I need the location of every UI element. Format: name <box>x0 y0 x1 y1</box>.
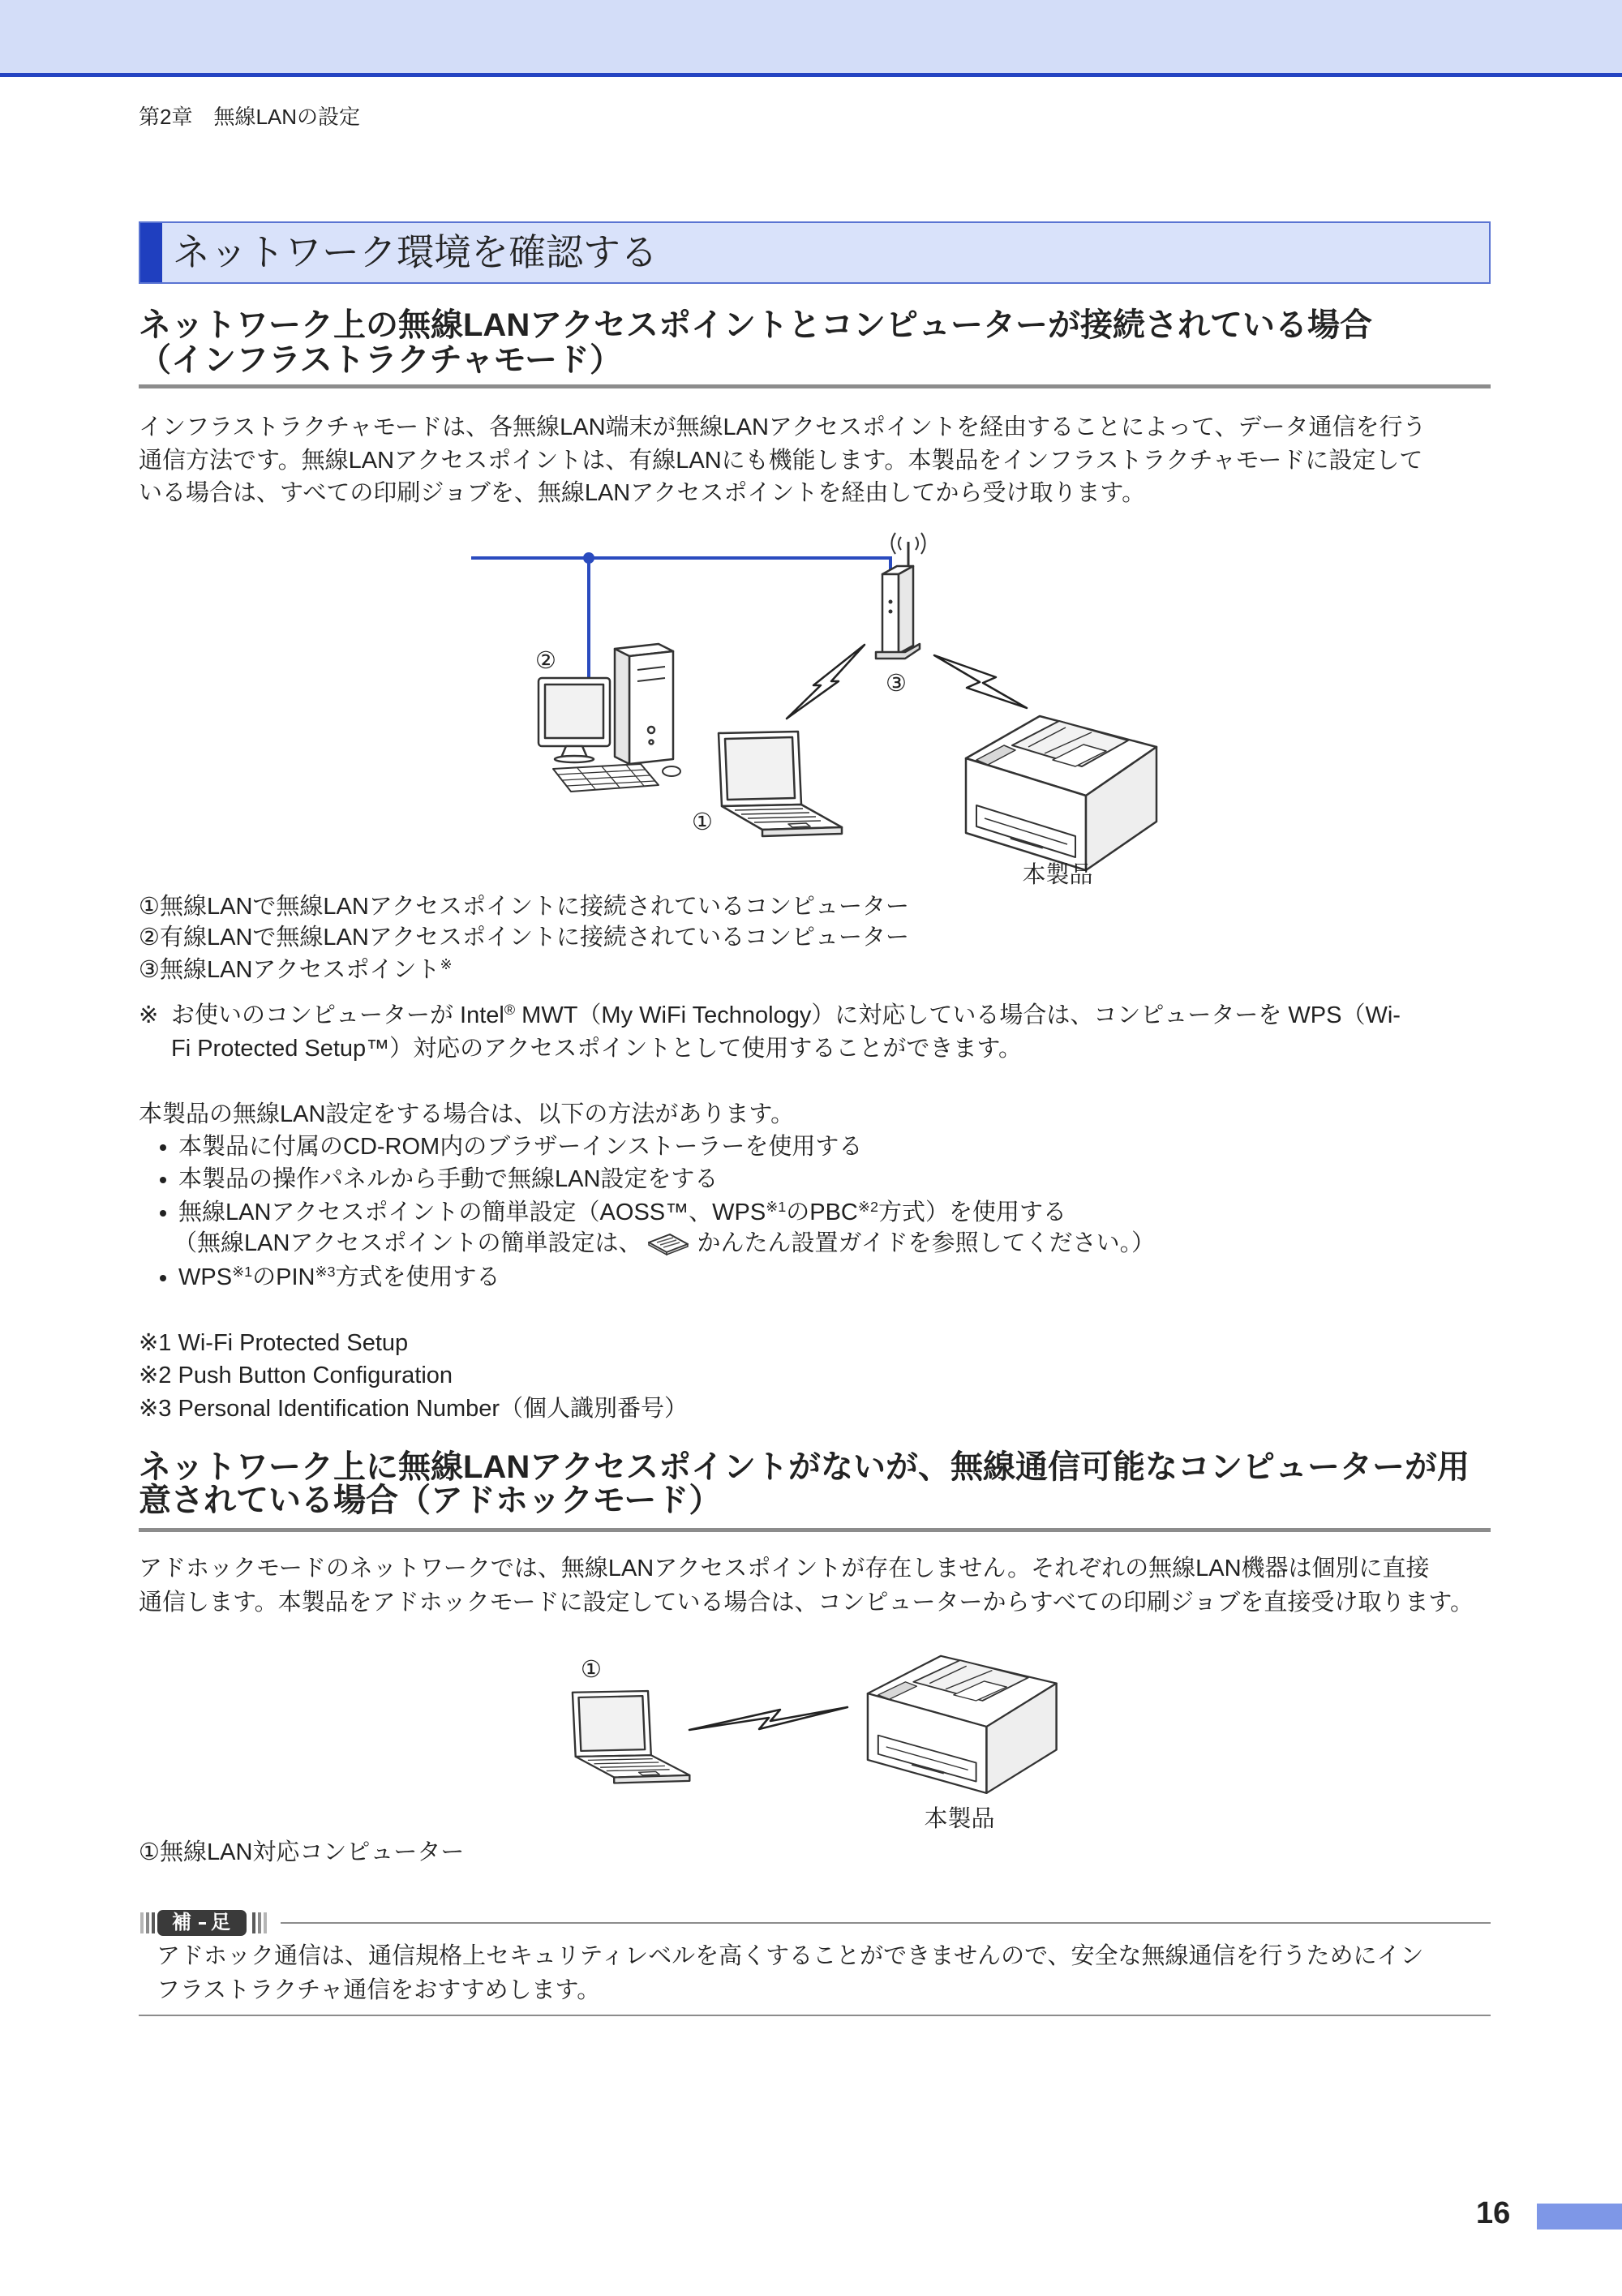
guide-book-icon <box>646 1231 691 1263</box>
tower-indicator <box>650 740 654 745</box>
supplement-icon-dash <box>199 1922 206 1925</box>
footnote: ※2 Push Button Configuration <box>139 1363 453 1388</box>
supplement-icon-bar <box>140 1912 144 1933</box>
infra-paragraph-line: インフラストラクチャモードは、各無線LAN端末が無線LANアクセスポイントを経由することによって、データ通信を行う <box>139 414 1427 440</box>
infra-paragraph-line: 通信方法です。無線LANアクセスポイントは、有線LANにも機能します。本製品をインフラストラクチャモードに設定して <box>139 448 1423 474</box>
section-title-accent-bar <box>140 223 162 282</box>
supplement-icon-bar <box>146 1912 149 1933</box>
intel-note-text: お使いのコンピューターが Intel <box>171 1002 504 1028</box>
registered-mark: ® <box>504 1002 516 1019</box>
method-item-note <box>174 1230 1155 1263</box>
page-tab-marker <box>1537 2204 1622 2229</box>
access-point-front <box>882 574 899 654</box>
infra-heading-line-1: ネットワーク上の無線LANアクセスポイントとコンピューターが接続されている場合 <box>139 307 1373 343</box>
supplement-icon <box>157 1910 247 1936</box>
adhoc-diagram <box>0 1646 1622 1837</box>
section-title-box <box>139 221 1491 284</box>
bullet <box>160 1275 166 1281</box>
header-rule <box>0 73 1622 77</box>
infra-paragraph-line: いる場合は、すべての印刷ジョブを、無線LANアクセスポイントを経由してから受け取ります。 <box>139 480 1146 506</box>
method-item: 本製品の操作パネルから手動で無線LAN設定をする <box>178 1166 719 1192</box>
page-number: 16 <box>1476 2196 1511 2230</box>
wifi-arc <box>892 533 896 554</box>
adhoc-printer-label: 本製品 <box>924 1806 995 1832</box>
desktop-monitor <box>539 678 610 762</box>
infra-heading-underline <box>139 384 1491 388</box>
wireless-link-bolt <box>787 645 865 719</box>
keyboard <box>553 764 659 792</box>
intel-note-text: MWT（My WiFi Technology）に対応している場合は、コンピューターを WPS（Wi- <box>515 1002 1401 1028</box>
method-item: 本製品に付属のCD-ROM内のブラザーインストーラーを使用する <box>178 1134 863 1160</box>
supplement-text-line: フラストラクチャ通信をおすすめします。 <box>157 1977 601 2003</box>
wifi-arc <box>899 537 901 550</box>
method-text: 無線LANアクセスポイントの簡単設定（AOSS™、WPS <box>178 1199 766 1225</box>
adhoc-heading-line-2: 意されている場合（アドホックモード） <box>139 1483 722 1518</box>
network-cable <box>471 558 890 570</box>
adhoc-heading-underline <box>139 1528 1491 1532</box>
bullet <box>160 1177 166 1183</box>
footnote: ※3 Personal Identification Number（個人識別番号） <box>139 1396 689 1422</box>
desktop-label: ② <box>535 648 556 674</box>
method-note-text: かんたん設置ガイドを参照してください。） <box>697 1230 1156 1256</box>
infra-heading-line-2: （インフラストラクチャモード） <box>139 342 622 378</box>
method-item <box>178 1264 500 1292</box>
adhoc-heading-line-1: ネットワーク上に無線LANアクセスポイントがないが、無線通信可能なコンピューターが用 <box>139 1449 1470 1485</box>
method-item <box>178 1199 1066 1227</box>
printer-label: 本製品 <box>1022 862 1093 888</box>
access-point-side <box>899 566 913 654</box>
footnote-ref: ※1 <box>766 1199 787 1216</box>
infrastructure-diagram <box>0 519 1622 892</box>
supplement-text-line: アドホック通信は、通信規格上セキュリティレベルを高くすることができませんので、安全な無線通信を行うためにイン <box>157 1943 1424 1969</box>
intel-note-line-1 <box>171 1002 1401 1030</box>
bullet <box>160 1210 166 1217</box>
printer-device <box>868 1656 1057 1793</box>
supplement-icon-bar <box>264 1912 267 1933</box>
adhoc-paragraph-line: 通信します。本製品をアドホックモードに設定している場合は、コンピューターからすべての印刷ジョブを直接受け取ります。 <box>139 1590 1474 1616</box>
adhoc-legend-item: ①無線LAN対応コンピューター <box>139 1839 465 1865</box>
supplement-bottom-rule <box>139 2015 1491 2016</box>
adhoc-laptop-label: ① <box>581 1657 602 1683</box>
note-mark: ※ <box>139 1002 159 1028</box>
tower-power-button <box>648 727 654 733</box>
supplement-icon-bar <box>252 1912 255 1933</box>
printer-device <box>966 716 1156 870</box>
supplement-icon-bar <box>258 1912 261 1933</box>
laptop-label: ① <box>692 809 713 835</box>
intel-note-line-2: Fi Protected Setup™）対応のアクセスポイントとして使用することができます。 <box>171 1036 1022 1062</box>
method-text: 方式）を使用する <box>878 1199 1066 1225</box>
footnote-ref: ※2 <box>857 1199 878 1216</box>
guide-book-graphic <box>646 1231 691 1255</box>
footnote: ※1 Wi-Fi Protected Setup <box>139 1330 409 1356</box>
header-band <box>0 0 1622 73</box>
mouse <box>663 766 680 776</box>
legend-text: ③無線LANアクセスポイント <box>139 957 440 983</box>
section-title: ネットワーク環境を確認する <box>173 231 658 273</box>
method-text: WPS <box>178 1264 233 1290</box>
supplement-icon-char: 足 <box>211 1912 230 1933</box>
diagram-legend-item: ①無線LANで無線LANアクセスポイントに接続されているコンピューター <box>139 894 909 920</box>
laptop-computer <box>719 732 842 836</box>
method-text: のPBC <box>786 1199 858 1225</box>
desktop-tower <box>615 644 673 764</box>
footnote-ref: ※3 <box>315 1264 336 1281</box>
laptop-computer <box>573 1691 689 1783</box>
footnote-ref: ※1 <box>232 1264 253 1281</box>
methods-intro: 本製品の無線LAN設定をする場合は、以下の方法があります。 <box>139 1101 795 1127</box>
supplement-icon-bar <box>152 1912 155 1933</box>
method-note-text: （無線LANアクセスポイントの簡単設定は、 <box>174 1230 642 1256</box>
breadcrumb: 第2章 無線LANの設定 <box>139 105 361 129</box>
access-point-led <box>889 610 893 614</box>
bullet <box>160 1144 166 1151</box>
wifi-arc <box>921 533 925 554</box>
supplement-icon-char: 補 <box>172 1912 191 1933</box>
monitor-screen <box>545 685 603 738</box>
tower-side <box>615 649 629 764</box>
wireless-link-bolt <box>689 1707 847 1730</box>
access-point-led <box>889 600 893 604</box>
adhoc-paragraph-line: アドホックモードのネットワークでは、無線LANアクセスポイントが存在しません。それぞれの無線LAN機器は個別に直接 <box>139 1556 1430 1581</box>
method-text: 方式を使用する <box>335 1264 500 1290</box>
wifi-arc <box>916 537 918 550</box>
supplement-top-rule <box>281 1922 1491 1924</box>
access-point-label: ③ <box>886 671 907 697</box>
wireless-link-bolt <box>934 655 1027 708</box>
book-cover <box>649 1234 688 1252</box>
diagram-legend-item: ②有線LANで無線LANアクセスポイントに接続されているコンピューター <box>139 925 909 951</box>
monitor-base <box>555 756 594 762</box>
access-point-device <box>876 566 920 659</box>
legend-note-mark: ※ <box>440 956 453 973</box>
method-text: のPIN <box>252 1264 315 1290</box>
diagram-legend-item <box>139 956 453 985</box>
